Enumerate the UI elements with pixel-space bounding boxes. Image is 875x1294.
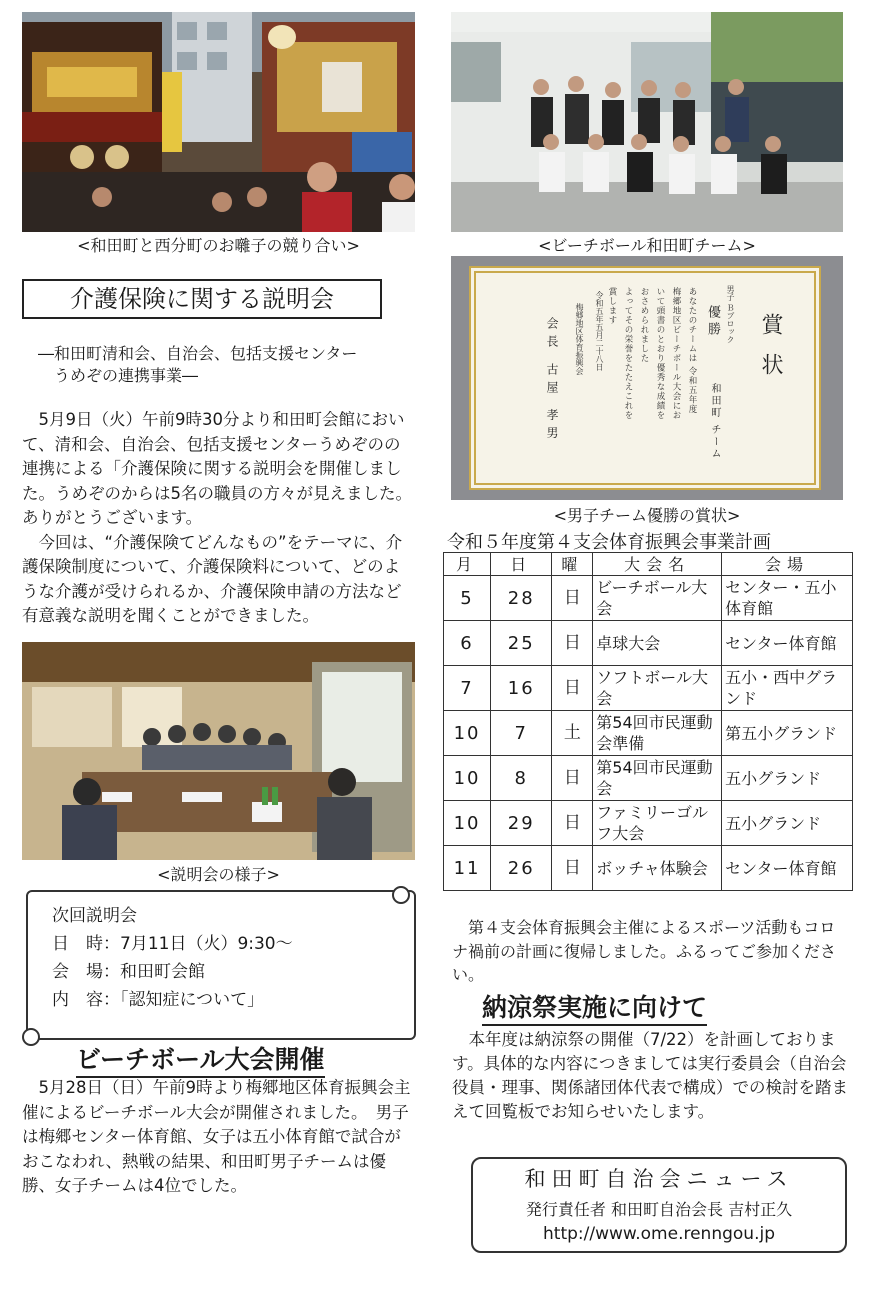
plan-cell-venue: センター体育館 [722, 846, 853, 891]
plan-cell-weekday: 日 [552, 846, 593, 891]
scroll-curl-icon [22, 1028, 40, 1046]
kaigo-subtitle-line1: ―和田町清和会、自治会、包括支援センター [38, 344, 358, 363]
plan-cell-venue: 五小グランド [722, 801, 853, 846]
plan-header-venue: 会場 [722, 553, 853, 576]
news-publisher: 発行責任者 和田町自治会長 吉村正久 [525, 1200, 793, 1219]
plan-cell-day: 8 [491, 756, 552, 801]
plan-table [443, 552, 853, 891]
plan-cell-month: 5 [444, 576, 491, 621]
plan-cell-month: 10 [444, 756, 491, 801]
plan-header-weekday: 曜 [552, 553, 593, 576]
festival-photo [22, 12, 415, 232]
plan-cell-venue: センター・五小体育館 [722, 576, 853, 621]
plan-cell-day: 25 [491, 621, 552, 666]
plan-cell-day: 7 [491, 711, 552, 756]
plan-cell-venue: 五小・西中グランド [722, 666, 853, 711]
kaigo-body [22, 408, 416, 629]
kaigo-subtitle-line2: うめぞの連携事業― [54, 366, 199, 385]
plan-cell-day: 28 [491, 576, 552, 621]
certificate-title: 賞状 [758, 313, 783, 393]
kaigo-title: 介護保険に関する説明会 [22, 279, 382, 319]
plan-cell-event: 第54回市民運動会 [593, 756, 722, 801]
plan-cell-day: 16 [491, 666, 552, 711]
plan-row [444, 801, 853, 846]
plan-header-row [444, 553, 853, 576]
date-label: 日 時： [52, 934, 120, 954]
certificate-team: 和田町 チーム [709, 383, 720, 461]
place-label: 会 場： [52, 962, 120, 982]
certificate-caption: <男子チーム優勝の賞状> [553, 506, 741, 525]
certificate-line: あなたのチームは 令和五年度 [687, 287, 697, 415]
plan-cell-weekday: 日 [552, 756, 593, 801]
beach-team-caption: <ビーチボール和田町チーム> [538, 236, 756, 255]
plan-cell-month: 10 [444, 801, 491, 846]
beach-team-photo [451, 12, 843, 232]
meeting-photo [22, 642, 415, 860]
news-box [471, 1157, 847, 1253]
news-url[interactable]: http://www.ome.renngou.jp [543, 1224, 775, 1244]
meeting-caption: <説明会の様子> [157, 865, 280, 884]
next-meeting-date [52, 930, 293, 958]
plan-note: 第４支会体育振興会主催によるスポーツ活動もコロナ禍前の計画に復帰しました。ふるってご参加ください。 [452, 918, 837, 984]
plan-row [444, 846, 853, 891]
plan-cell-event: ボッチャ体験会 [593, 846, 722, 891]
plan-cell-venue: 第五小グランド [722, 711, 853, 756]
plan-cell-event: 第54回市民運動会準備 [593, 711, 722, 756]
kaigo-subtitle [38, 343, 418, 387]
certificate-body [606, 287, 698, 467]
plan-note-block [452, 916, 848, 987]
news-title: 和田町自治会ニュース [524, 1167, 794, 1191]
certificate-date: 令和五年五月二十八日 [595, 291, 604, 371]
certificate-line: 梅郷地区ビーチボール大会にお [671, 287, 681, 420]
noryo-body [452, 1028, 848, 1124]
certificate-line: おさめられました [639, 287, 649, 363]
plan-row [444, 666, 853, 711]
plan-cell-venue: 五小グランド [722, 756, 853, 801]
date-value: 7月11日（火）9:30〜 [120, 934, 293, 954]
content-value: 「認知症について」 [120, 990, 265, 1010]
certificate-org: 梅郷地区体育振興会 [575, 303, 584, 375]
plan-cell-month: 10 [444, 711, 491, 756]
plan-cell-event: 卓球大会 [593, 621, 722, 666]
plan-header-month: 月 [444, 553, 491, 576]
next-meeting-place [52, 958, 293, 986]
beachball-paragraph: 5月28日（日）午前9時より梅郷地区体育振興会主催によるビーチボール大会が開催されました。 男子は梅郷センター体育館、女子は五小体育館で試合がおこなわれ、熱戦の結果、和田町男子チームは優勝、女子チームは4位でした。 [22, 1078, 411, 1195]
plan-cell-month: 7 [444, 666, 491, 711]
certificate-line: 賞します [607, 287, 617, 325]
place-value: 和田町会館 [120, 962, 205, 982]
plan-cell-weekday: 日 [552, 576, 593, 621]
plan-title: 令和５年度第４支会体育振興会事業計画 [447, 532, 771, 553]
certificate-category: 男子 Ｂブロック [726, 285, 735, 344]
plan-cell-event: ファミリーゴルフ大会 [593, 801, 722, 846]
certificate-line: いて頭書のとおり優秀な成績を [655, 287, 665, 420]
plan-header-day: 日 [491, 553, 552, 576]
kaigo-paragraph-2: 今回は、“介護保険てどんなもの”をテーマに、介護保険制度について、介護保険料について、どのような介護が受けられるか、介護保険申請の方法など有意義な説明を聞くことができました。 [22, 532, 403, 625]
plan-row [444, 756, 853, 801]
plan-cell-weekday: 日 [552, 801, 593, 846]
plan-row [444, 711, 853, 756]
festival-caption: <和田町と西分町のお囃子の競り合い> [77, 236, 360, 255]
beachball-body [22, 1076, 416, 1199]
kaigo-paragraph-1: 5月9日（火）午前9時30分より和田町会館において、清和会、自治会、包括支援センターうめぞのの連携による「介護保険に関する説明会を開催しました。うめぞのからは5名の職員の方々が見えました。ありがとうございます。 [22, 410, 412, 527]
plan-cell-day: 26 [491, 846, 552, 891]
noryo-title: 納涼祭実施に向けて [482, 988, 707, 1026]
beachball-title: ビーチボール大会開催 [76, 1040, 325, 1078]
plan-header-event: 大会名 [593, 553, 722, 576]
plan-cell-month: 6 [444, 621, 491, 666]
plan-cell-day: 29 [491, 801, 552, 846]
plan-cell-month: 11 [444, 846, 491, 891]
plan-cell-event: ソフトボール大会 [593, 666, 722, 711]
content-label: 内 容： [52, 990, 120, 1010]
certificate-photo [451, 256, 843, 500]
plan-cell-weekday: 日 [552, 666, 593, 711]
next-meeting-heading: 次回説明会 [52, 906, 137, 926]
plan-cell-weekday: 土 [552, 711, 593, 756]
noryo-paragraph: 本年度は納涼祭の開催（7/22）を計画しております。具体的な内容につきましては実行委員会（自治会役員・理事、関係諸団体代表で構成）での検討を踏まえて回覧板でお知らせいたします。 [452, 1030, 848, 1121]
plan-row [444, 576, 853, 621]
plan-cell-weekday: 日 [552, 621, 593, 666]
certificate-signer: 会長 古屋 孝男 [545, 317, 559, 445]
certificate-line: よってその栄誉をたたえこれを [623, 287, 633, 420]
plan-row [444, 621, 853, 666]
certificate [469, 266, 821, 490]
scroll-curl-icon [392, 886, 410, 904]
certificate-award: 優勝 [705, 305, 720, 339]
next-meeting-box [26, 890, 416, 1040]
next-meeting-content [52, 986, 293, 1014]
plan-cell-venue: センター体育館 [722, 621, 853, 666]
plan-cell-event: ビーチボール大会 [593, 576, 722, 621]
